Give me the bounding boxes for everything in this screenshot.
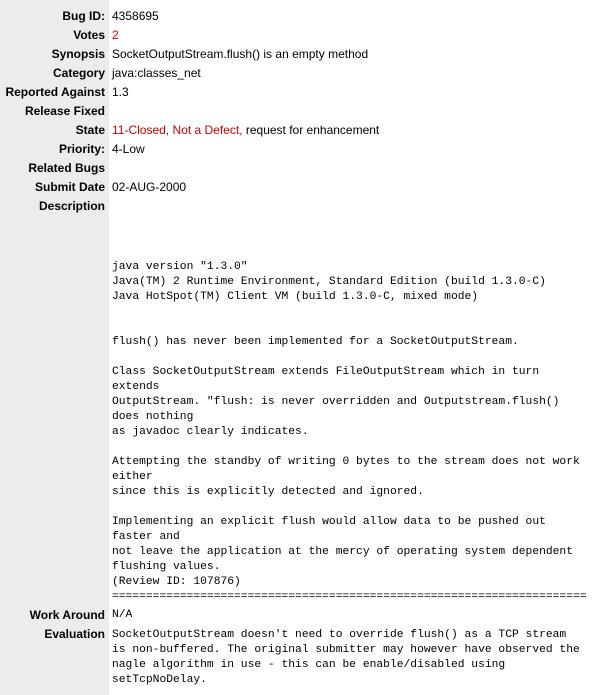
work-around-label: Work Around	[29, 608, 105, 622]
evaluation-text: SocketOutputStream doesn't need to override flush() as a TCP stream is non-buffered. The original submitter may however have observed the nagle algorithm in use - this can be enable/disabled using setTcpNoDelay.	[112, 629, 580, 686]
state-row	[0, 121, 613, 140]
votes-row	[0, 26, 613, 45]
reported-against-row	[0, 83, 613, 102]
synopsis-value: SocketOutputStream.flush() is an empty method	[112, 47, 369, 61]
submit-date-row	[0, 178, 613, 197]
state-defect-link[interactable]: Not a Defect,	[172, 123, 243, 137]
state-closed-link[interactable]: 11-Closed,	[112, 123, 170, 137]
bug-id-row	[0, 7, 613, 26]
bug-id-value: 4358695	[112, 9, 159, 23]
description-flush-block: flush() has never been implemented for a SocketOutputStream.	[112, 336, 519, 348]
evaluation-label: Evaluation	[44, 627, 105, 641]
related-bugs-row	[0, 159, 613, 178]
state-rest-text: request for enhancement	[242, 123, 380, 137]
work-around-row	[0, 606, 613, 625]
reported-against-label: Reported Against	[5, 85, 105, 99]
related-bugs-label: Related Bugs	[28, 161, 105, 175]
release-fixed-row	[0, 102, 613, 121]
bug-id-label: Bug ID:	[62, 9, 105, 23]
work-around-value: N/A	[112, 609, 133, 621]
description-class-block: Class SocketOutputStream extends FileOutputStream which in turn extends OutputStream. "flush: is never overridden and Outputstream.flush() does nothing as javadoc clearly indicates.	[112, 366, 560, 438]
description-row	[0, 197, 613, 216]
description-attempt-block: Attempting the standby of writing 0 bytes to the stream does not work either since this is explicitly detected and ignored.	[112, 456, 580, 498]
release-fixed-label: Release Fixed	[24, 104, 105, 118]
priority-value: 4-Low	[112, 142, 145, 156]
priority-row	[0, 140, 613, 159]
category-value: java:classes_net	[112, 66, 201, 80]
category-label: Category	[52, 66, 105, 80]
synopsis-row	[0, 45, 613, 64]
description-rule: ======================================================================	[112, 591, 587, 603]
state-label: State	[75, 123, 105, 137]
priority-label: Priority:	[58, 142, 105, 156]
reported-against-value: 1.3	[112, 85, 129, 99]
submit-date-label: Submit Date	[34, 180, 105, 194]
submit-date-value: 02-AUG-2000	[112, 180, 187, 194]
votes-link[interactable]: 2	[112, 28, 119, 42]
description-label: Description	[38, 199, 105, 213]
synopsis-label: Synopsis	[51, 47, 105, 61]
votes-label: Votes	[73, 28, 105, 42]
category-row	[0, 64, 613, 83]
state-value	[112, 123, 379, 137]
description-implement-block: Implementing an explicit flush would allow data to be pushed out faster and not leave the application at the mercy of operating system dependent flushing values. (Review ID: 107876)	[112, 516, 573, 588]
description-version-block: java version "1.3.0" Java(TM) 2 Runtime Environment, Standard Edition (build 1.3.0-C) Java HotSpot(TM) Client VM (build 1.3.0-C, mixed mode)	[112, 261, 546, 303]
